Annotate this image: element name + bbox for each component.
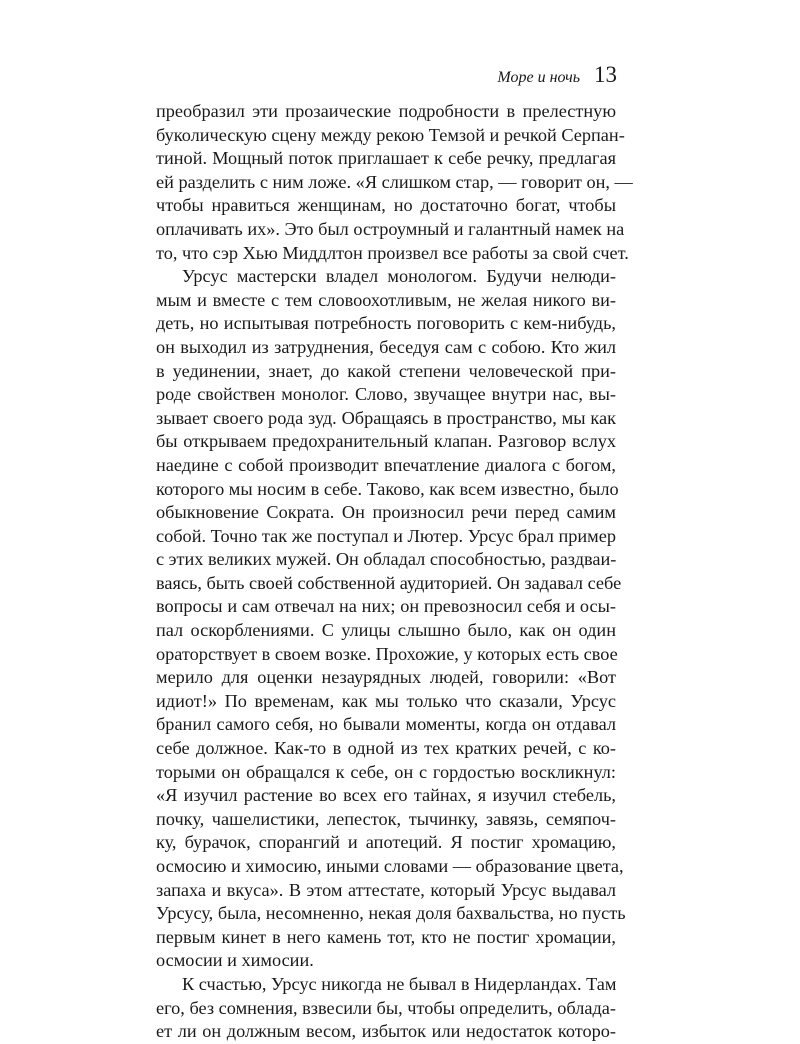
text-line: собой. Точно так же поступал и Лютер. Урсус брал пример [156,525,616,546]
text-line: чтобы нравиться женщинам, но достаточно богат, чтобы [156,195,616,216]
text-line: деть, но испытывая потребность поговорить с кем-нибудь, [156,313,616,334]
text-line: мым и вместе с тем словоохотливым, не желая никого ви- [156,289,616,310]
running-head [497,62,617,88]
text-line: пал оскорблениями. С улицы слышно было, как он один [156,620,616,641]
paragraph-first-line: К счастью, Урсус никогда не бывал в Нидерландах. Там [182,973,617,994]
running-title: Море и ночь [497,69,580,86]
text-line: мерило для оценки незаурядных людей, говорили: «Вот [156,667,616,688]
text-line: идиот!» По временам, как мы только что сказали, Урсус [156,690,616,711]
text-line: вопросы и сам отвечал на них; он превозносил себя и осы- [156,596,616,617]
text-line: тиной. Мощный поток приглашает к себе речку, предлагая [156,148,616,169]
text-line: осмосию и химосию, иными словами — образование цвета, [156,856,624,876]
text-line: бранил самого себя, но бывали моменты, когда он отдавал [156,714,616,735]
text-line: его, без сомнения, взвесили бы, чтобы определить, облада- [156,997,616,1018]
text-line: себе должное. Как-то в одной из тех кратких речей, с ко- [156,738,616,759]
text-line: ет ли он должным весом, избыток или недостаток которо- [156,1021,616,1042]
text-line: обыкновение Сократа. Он произносил речи перед самим [156,502,616,523]
text-line: наедине с собой производит впечатление диалога с богом, [156,454,616,475]
paragraph-first-line: Урсус мастерски владел монологом. Будучи нелюди- [182,266,616,287]
text-line: осмосии и химосии. [156,950,314,971]
text-line: оплачивать их». Это был остроумный и галантный намек на [156,218,625,239]
text-line: ваясь, быть своей собственной аудиторией. Он задавал себе [156,572,622,593]
text-line: которого мы носим в себе. Таково, как всем известно, было [156,478,619,499]
text-line: преобразил эти прозаические подробности в прелестную [156,101,616,121]
text-line: с этих великих мужей. Он обладал способностью, раздваи- [156,549,617,570]
text-line: торыми он обращался к себе, он с гордостью воскликнул: [156,761,616,782]
text-line: Урсусу, была, несомненно, некая доля бахвальства, но пусть [156,903,626,924]
text-line: бы открываем предохранительный клапан. Разговор вслух [156,431,616,452]
text-line: он выходил из затруднения, беседуя сам с собою. Кто жил [156,336,616,357]
text-line: буколическую сцену между рекою Темзой и речкой Серпан- [156,124,625,145]
text-line: зывает своего рода зуд. Обращаясь в пространство, мы как [156,407,616,428]
page-number: 13 [594,62,617,87]
text-line: роде свойствен монолог. Слово, звучащее внутри нас, вы- [156,384,616,405]
text-line: запаха и вкуса». В этом аттестате, который Урсус выдавал [156,879,616,900]
text-line: ораторствует в своем возке. Прохожие, у которых есть свое [156,643,618,664]
text-line: ей разделить с ним ложе. «Я слишком стар, — говорит он, — [156,171,633,192]
text-line: почку, чашелистики, лепесток, тычинку, завязь, семяпоч- [156,808,616,829]
text-block [156,100,633,1044]
text-line: первым кинет в него камень тот, кто не постиг хромации, [156,926,616,947]
text-line: в уединении, знает, до какой степени человеческой при- [156,360,616,381]
text-line: ку, бурачок, спорангий и апотеций. Я постиг хромацию, [156,832,616,853]
text-line: «Я изучил растение во всех его тайнах, я изучил стебель, [156,785,616,806]
text-line: то, что сэр Хью Миддлтон произвел все работы за свой счет. [156,242,629,263]
